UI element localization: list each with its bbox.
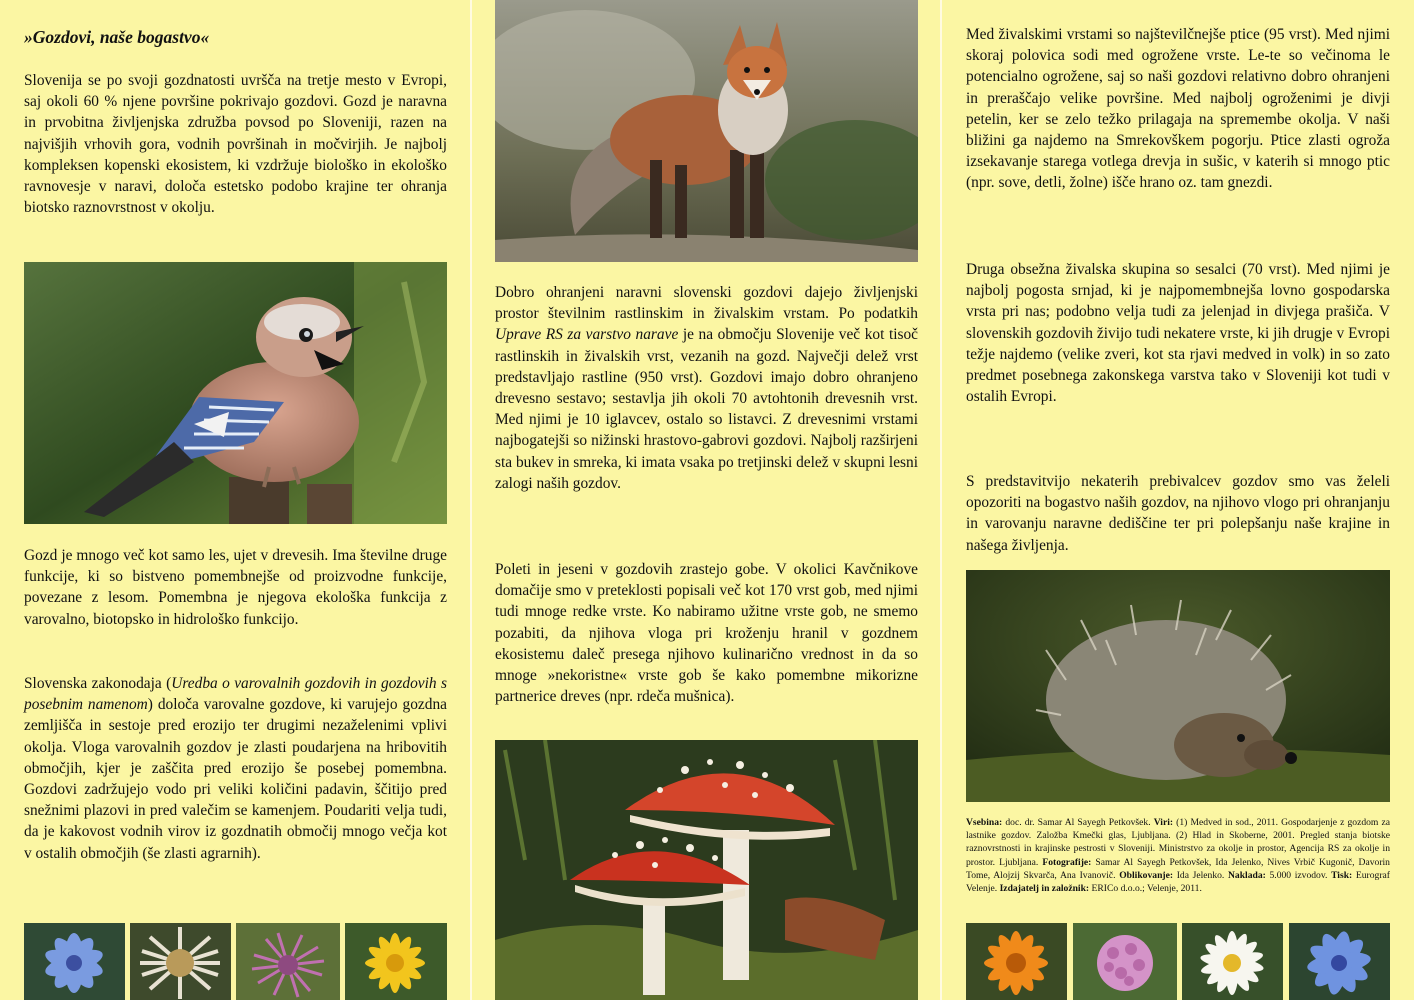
credits-printer: Eurograf Velenje. (966, 869, 1390, 895)
biodiversity-text-a: Dobro ohranjeni naravni slovenski gozdovi dajejo življenjski prostor številnim rastlinskim in živalskim vrstam. Po podatkih (495, 284, 918, 323)
credits-print-run-label: Naklada: (1227, 869, 1266, 881)
red-fox-photo (495, 0, 918, 262)
yellow-daisy-photo (345, 923, 447, 1000)
jay-bird-photo (24, 262, 447, 524)
column-separator (470, 0, 472, 1000)
mushrooms-paragraph: Poleti in jeseni v gozdovih zrastejo gobe. V okolici Kavčnikove domačije smo v preteklosti popisali več kot 170 vrst gob, med njimi tudi mnoge redke vrste. Ko nabiramo užitne vrste gob, ne smemo pozabiti, da njihova vloga pri kroženju hranil v gozdnem ekosistemu daleč presega njihovo kulinarično vrednost in da so mnoge »nekoristne« vrste gob še kako pomembne mikorizne partnerice dreves (npr. rdeča mušnica). (495, 561, 918, 706)
chicory-flower-photo (1289, 923, 1390, 1000)
column-separator (940, 0, 942, 1000)
credits-content-label: Vsebina: (966, 817, 1003, 828)
credits-content: doc. dr. Samar Al Sayegh Petkovšek. (1002, 817, 1154, 828)
hedgehog-photo (966, 570, 1390, 802)
clover-flower-photo (1073, 923, 1177, 1000)
closing-paragraph: S predstavitvijo nekaterih prebivalcev gozdov smo vas želeli opozoriti na bogastvo naših gozdov, na njihovo vlogo pri ohranjanju in varovanju naravne dediščine ter pri polepšanju naše krajine in našega življenja. (966, 473, 1390, 554)
carline-thistle-photo (130, 923, 231, 1000)
credits-photos: Samar Al Sayegh Petkovšek, Ida Jelenko, Nives Vrbič Kugonič, Davorin Tome, Alojzij Skvarča, Ana Ivanovič. (966, 856, 1390, 881)
credits (966, 816, 1390, 895)
credits-printer-label: Tisk: (1331, 869, 1353, 881)
knapweed-flower-photo (236, 923, 340, 1000)
legislation-text-a: Slovenska zakonodaja ( (24, 675, 172, 692)
credits-design-label: Oblikovanje: (1119, 869, 1174, 881)
birds-paragraph: Med živalskimi vrstami so najštevilčnejše ptice (95 vrst). Med njimi skoraj polovica sodi med ogrožene vrste. Le-te so večinoma le potencialno ogrožene, saj so naši gozdovi relativno dobro ohranjeni in preraščajo velike površine. Med najbolj ogroženimi je divji petelin, ker se zelo težko prilagaja na spremembe okolja. V naši bližini ga najdemo na Smrekovškem pogorju. Ptice zlasti ogroža izsekavanje starega votlega drevja in sušic, v katerih si mnogo ptic (npr. sove, detli, žolne) išče hrano oz. tam gnezdi. (966, 26, 1390, 192)
agency-name: Uprave RS za varstvo narave (495, 326, 679, 344)
forest-functions-paragraph: Gozd je mnogo več kot samo les, ujet v drevesih. Ima številne druge funkcije, ki so bistveno pomembnejše od proizvodne funkcije, povezane z lesom. Pomembna je njegova ekološka funkcija z varovalno, biotopsko in hidrološko funkcijo. (24, 547, 447, 628)
legislation-paragraph (24, 673, 447, 864)
credits-design: Ida Jelenko. (1173, 869, 1228, 881)
intro-paragraph: Slovenija se po svoji gozdnatosti uvršča na tretje mesto v Evropi, saj okoli 60 % njene površine pokrivajo gozdovi. Gozd je naravna in prvobitna življenjska združba povsod po Sloveniji, razen na najvišjih vrhovih gora, vodnih površinah in močvirjih. Je najbolj kompleksen kopenski ekosistem, ki vzdržuje biološko in ekološko ravnovesje v naravi, določa estetsko podobo krajine ter ohranja biotsko raznovrstnost v okolju. (24, 72, 447, 217)
fly-agaric-photo (495, 740, 918, 1000)
credits-sources-label: Viri: (1153, 817, 1174, 828)
biodiversity-text-b: je na območju Slovenije več kot tisoč rastlinskih in živalskih vrst, vezanih na gozd. Največji delež vrst predstavljajo rastline (950 vrst). Gozdovi imajo dobro ohranjeno drevesno sestavo; sestavlja jih okoli 70 avtohtonih drevesnih vrst. Med njimi je 10 iglavcev, ostalo so listavci. Z drevesnimi vrstami najbogatejši so nižinski hrastovo-gabrovi gozdovi. Najbolj razširjeni sta bukev in smreka, ki imata vsaka po tretjinski delež v skupni lesni zalogi naših gozdov. (495, 326, 919, 492)
regulation-name: Uredba o varovalnih gozdovih in gozdovih s posebnim namenom (24, 675, 447, 714)
page-title: »Gozdovi, naše bogastvo« (24, 27, 210, 47)
credits-publisher: ERICo d.o.o.; Velenje, 2011. (1089, 883, 1202, 895)
chicory-flower-photo (24, 923, 125, 1000)
credits-photos-label: Fotografije: (1042, 856, 1092, 868)
white-daisy-photo (1182, 923, 1283, 1000)
mammals-paragraph: Druga obsežna živalska skupina so sesalci (70 vrst). Med njimi je najbolj pogosta srnjad, ki je najpomembnejša lovno gospodarska vrsta pri nas; podobno velja tudi za jelenjad in divjega prašiča. V slovenskih gozdovih živijo tudi nekatere vrste, ki jih drugje v Evropi težje najdemo (velike zveri, kot sta rjavi medved in volk) in so zato predmet posebnega zakonskega varstva tako v Sloveniji kot tudi v ostalih Evropi. (966, 261, 1390, 406)
legislation-text-b: ) določa varovalne gozdove, ki varujejo gozdna zemljišča in sestoje pred erozijo ter drugimi nezaželenimi vplivi okolja. Vloga varovalnih gozdov je zlasti poudarjena na hribovitih območjih, kjer je zaščita pred erozijo še posebej pomembna. Gozdovi zadržujejo vodo pri veliki količini padavin, ščitijo pred snežnimi plazovi in pred valečim se kamenjem. Poudariti velja tudi, da je kakovost vodnih virov iz gozdnatih območij mnogo večja kot v ostalih območjih (še zlasti agrarnih). (24, 696, 447, 862)
credits-sources: (1) Medved in sod., 2011. Gospodarjenje z gozdom za lastnike gozdov. Založba Kmečki glas, Ljubljana. (2) Hlad in Skoberne, 2001. Pregled stanja biotske raznovrstnosti in krajinske pestrosti v Sloveniji. Ministrstvo za okolje in prostor, Agencija RS za okolje in prostor. Ljubljana. (966, 817, 1391, 868)
marigold-flower-photo (966, 923, 1067, 1000)
biodiversity-paragraph (495, 282, 918, 494)
credits-publisher-label: Izdajatelj in založnik: (999, 883, 1090, 895)
credits-print-run: 5.000 izvodov. (1265, 869, 1332, 881)
